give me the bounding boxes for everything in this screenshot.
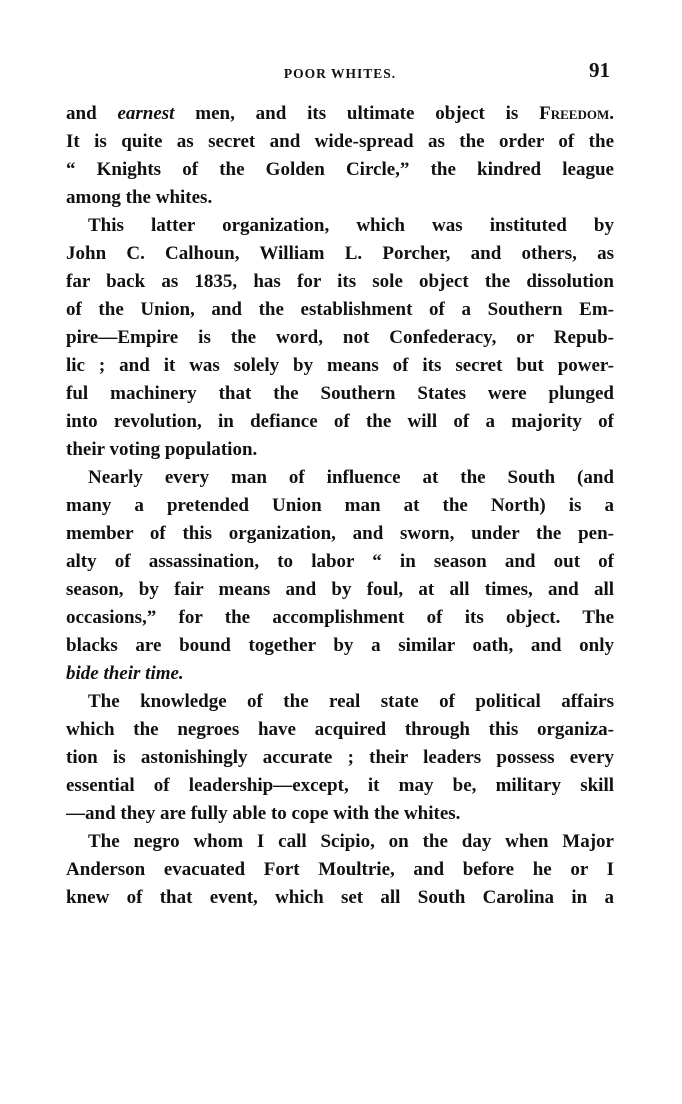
text-segment: and	[66, 103, 118, 124]
text-line: member of this organization, and sworn, under the pen-	[66, 523, 614, 544]
text-line: among the whites.	[66, 187, 213, 208]
text-line: Anderson evacuated Fort Moultrie, and before he or I	[66, 859, 614, 880]
text-line: occasions,” for the accomplishment of its object. The	[66, 607, 614, 628]
text-line: season, by fair means and by foul, at all times, and all	[66, 579, 614, 600]
body-text	[66, 100, 614, 912]
text-line: —and they are fully able to cope with the whites.	[66, 803, 461, 824]
text-line: their voting population.	[66, 439, 258, 460]
text-line: “ Knights of the Golden Circle,” the kindred league	[66, 159, 614, 180]
text-line: tion is astonishingly accurate ; their leaders possess every	[66, 747, 614, 768]
paragraph	[66, 828, 614, 912]
text-line: blacks are bound together by a similar oath, and only	[66, 635, 614, 656]
small-caps-word: Freedom.	[539, 103, 614, 124]
text-line: The negro whom I call Scipio, on the day when Major	[88, 831, 614, 852]
paragraph	[66, 100, 614, 212]
text-line: into revolution, in defiance of the will of a majority of	[66, 411, 614, 432]
text-line: ful machinery that the Southern States were plunged	[66, 383, 614, 404]
text-line: This latter organization, which was instituted by	[88, 215, 614, 236]
page-number: 91	[589, 58, 610, 82]
text-line: pire—Empire is the word, not Confederacy, or Repub-	[66, 327, 614, 348]
text-line: of the Union, and the establishment of a Southern Em-	[66, 299, 614, 320]
italic-line: bide their time.	[66, 663, 184, 684]
text-line: It is quite as secret and wide-spread as the order of the	[66, 131, 614, 152]
running-title: POOR WHITES.	[283, 66, 397, 81]
text-line: which the negroes have acquired through this organiza-	[66, 719, 614, 740]
text-line: lic ; and it was solely by means of its secret but power-	[66, 355, 614, 376]
running-head	[66, 58, 614, 88]
text-line: many a pretended Union man at the North) is a	[66, 495, 614, 516]
text-line: essential of leadership—except, it may be, military skill	[66, 775, 614, 796]
text-line: alty of assassination, to labor “ in season and out of	[66, 551, 614, 572]
text-line: Nearly every man of influence at the South (and	[88, 467, 614, 488]
paragraph	[66, 464, 614, 688]
text-line	[66, 660, 614, 688]
text-segment: men, and its ultimate object is	[174, 103, 540, 124]
italic-word: earnest	[117, 103, 175, 124]
text-line: The knowledge of the real state of political affairs	[88, 691, 614, 712]
paragraph	[66, 688, 614, 828]
text-line: knew of that event, which set all South Carolina in a	[66, 887, 614, 908]
paragraph	[66, 212, 614, 464]
text-line	[66, 100, 614, 128]
text-line: far back as 1835, has for its sole object the dissolution	[66, 271, 614, 292]
text-line: John C. Calhoun, William L. Porcher, and others, as	[66, 243, 614, 264]
